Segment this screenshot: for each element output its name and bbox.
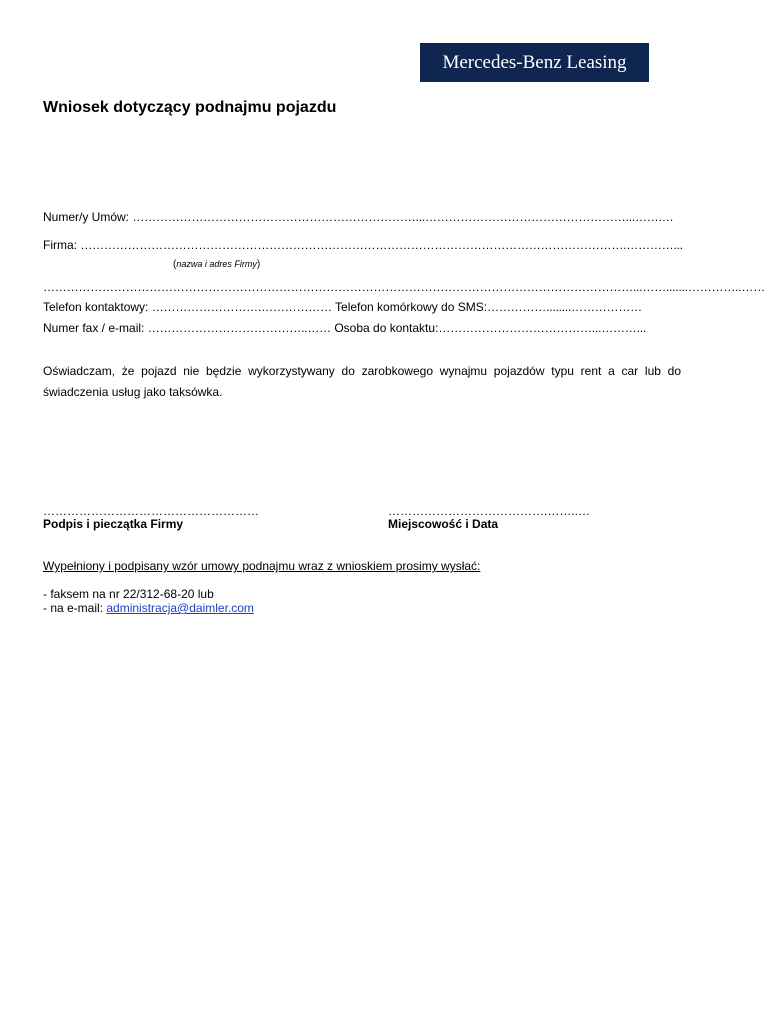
page-title: Wniosek dotyczący podnajmu pojazdu <box>43 99 337 116</box>
phone-dots[interactable]: ……………………….……………… <box>151 300 332 314</box>
fax-row <box>43 321 681 336</box>
declaration-text: Oświadczam, że pojazd nie będzie wykorzystywany do zarobkowego wynajmu pojazdów typu rent a car lub do świadczenia usług jako taksówka. <box>43 364 681 399</box>
company-continuation-field[interactable] <box>43 280 765 295</box>
company-field[interactable] <box>43 238 681 253</box>
contact-person-dots[interactable]: …………………………………...………... <box>438 321 647 335</box>
mobile-dots[interactable]: ……………........……………… <box>487 300 642 314</box>
contract-number-dots: ………………………………………………………………...……………………………………………...…….… <box>132 210 674 224</box>
contract-number-field[interactable] <box>43 210 681 225</box>
fax-email-label: Numer fax / e-mail: <box>43 321 145 335</box>
email-instruction-prefix: - na e-mail: <box>43 601 107 615</box>
company-logo: Mercedes-Benz Leasing <box>420 43 649 82</box>
fax-email-dots[interactable]: …………………………………..…… <box>147 321 331 335</box>
place-date-label: Miejscowość i Data <box>388 517 499 531</box>
signature-label: Podpis i pieczątka Firmy <box>43 517 184 531</box>
company-continuation-dots: ……………………………………………………………………………………………………………………………………...…….......…………..…… <box>43 280 765 294</box>
company-hint-text: nazwa i adres Firmy <box>176 259 257 269</box>
company-dots: ………………………………………………………………………………………………………………………….…………... <box>80 238 683 252</box>
phone-row <box>43 300 681 315</box>
company-hint-close: ) <box>256 259 261 270</box>
company-hint-open: ( <box>173 259 177 270</box>
phone-label: Telefon kontaktowy: <box>43 300 149 314</box>
contract-number-label: Numer/y Umów: <box>43 210 130 224</box>
fax-instruction: - faksem na nr 22/312-68-20 lub <box>43 587 214 601</box>
sending-instructions-heading: Wypełniony i podpisany wzór umowy podnajmu wraz z wnioskiem prosimy wysłać: <box>43 559 481 573</box>
email-instruction <box>43 601 254 615</box>
contact-person-label: Osoba do kontaktu: <box>334 321 439 335</box>
mobile-label: Telefon komórkowy do SMS: <box>335 300 488 314</box>
company-field-hint <box>173 259 260 270</box>
email-link[interactable]: administracja@daimler.com <box>106 601 254 615</box>
signature-line[interactable]: ……………………………………………… <box>43 504 259 518</box>
company-label: Firma: <box>43 238 77 252</box>
place-date-line[interactable]: ………………………………….……..… <box>388 504 591 518</box>
